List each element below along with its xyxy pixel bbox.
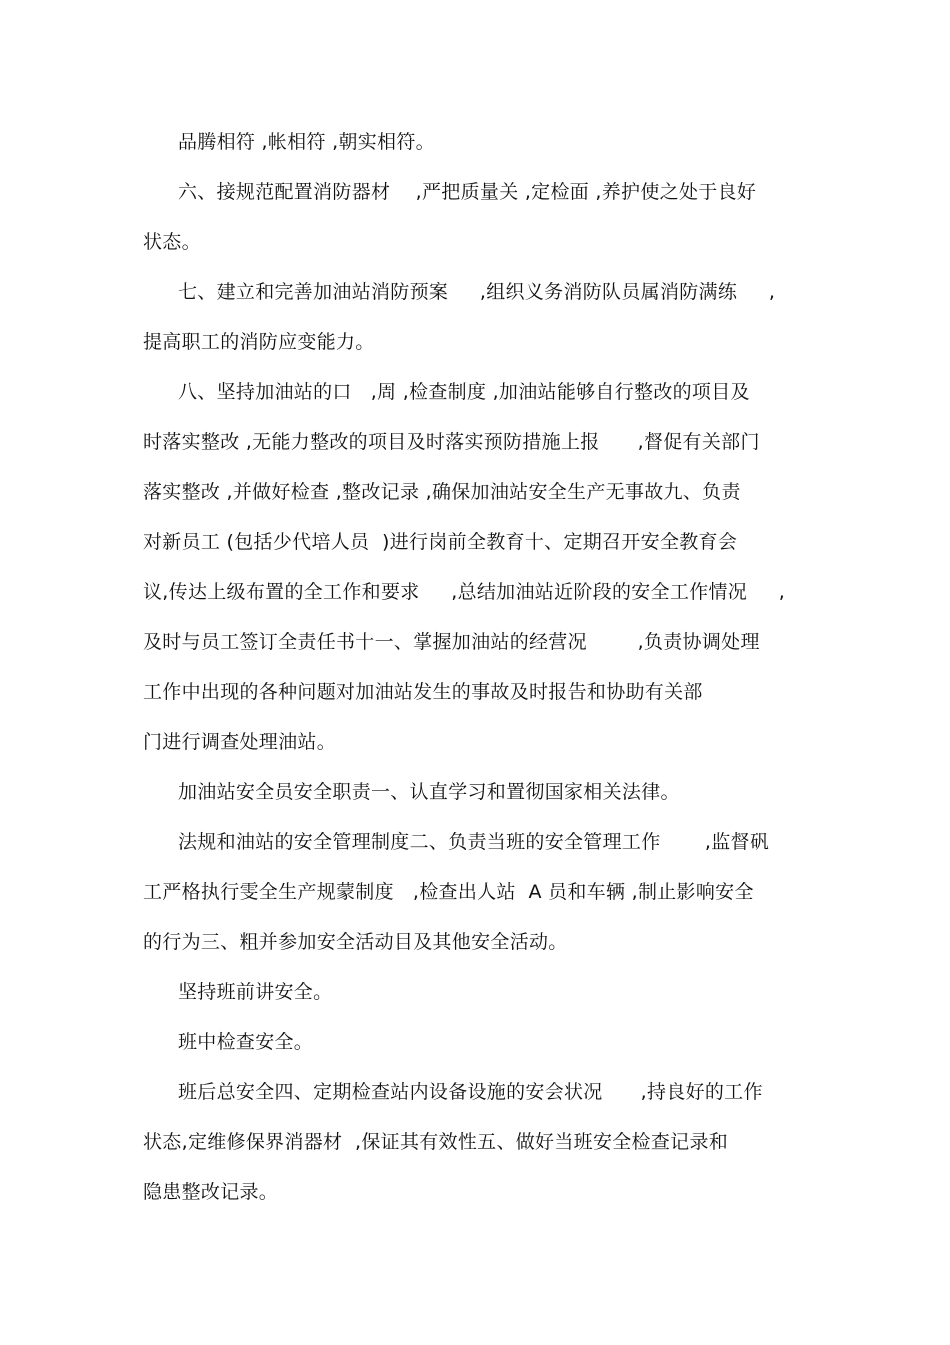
text-line: 八、坚持加油站的口 ,周 ,检查制度 ,加油站能够自行整改的项目及	[178, 381, 750, 403]
text-line: 工严格执行雯全生产规蒙制度 ,检查出人站 A 员和车辆 ,制止影响安全	[143, 881, 754, 903]
text-line: 班后总安全四、定期检查站内设备设施的安会状况 ,持良好的工作	[178, 1081, 763, 1103]
text-line: 提高职工的消防应变能力。	[143, 331, 375, 353]
text-line: 门进行调查处理油站。	[143, 731, 337, 753]
text-line: 落实整改 ,并做好检查 ,整改记录 ,确保加油站安全生产无事故九、负责	[143, 481, 741, 503]
text-line: 状态。	[143, 231, 201, 253]
text-line: 议,传达上级布置的全工作和要求 ,总结加油站近阶段的安全工作情况 ,	[143, 581, 786, 603]
text-line: 法规和油站的安全管理制度二、负责当班的安全管理工作 ,监督矾	[178, 831, 770, 853]
text-line: 班中检查安全。	[178, 1031, 314, 1053]
text-line: 的行为三、粗并参加安全活动目及其他安全活动。	[143, 931, 568, 953]
text-line: 工作中出现的各种问题对加油站发生的事故及时报告和协助有关部	[143, 681, 703, 703]
text-line: 品腾相符 ,帐相符 ,朝实相符。	[178, 131, 435, 153]
text-line: 加油站安全员安全职责一、认直学习和置彻国家相关法律。	[178, 781, 680, 803]
text-line: 时落实整改 ,无能力整改的项目及时落实预防措施上报 ,督促有关部门	[143, 431, 760, 453]
text-line: 七、建立和完善加油站消防预案 ,组织义务消防队员属消防满练 ,	[178, 281, 776, 303]
text-line: 对新员工 (包括少代培人员 )进行岗前全教育十、定期召开安全教育会	[143, 531, 738, 553]
text-line: 隐患整改记录。	[143, 1181, 279, 1203]
text-line: 状态,定维修保界消器材 ,保证其有效性五、做好当班安全检查记录和	[143, 1131, 729, 1153]
text-line: 及时与员工签订全责任书十一、掌握加油站的经营况 ,负责协调处理	[143, 631, 760, 653]
text-line: 六、接规范配置消防器材 ,严把质量关 ,定检面 ,养护使之处于良好	[178, 181, 757, 203]
text-line: 坚持班前讲安全。	[178, 981, 333, 1003]
